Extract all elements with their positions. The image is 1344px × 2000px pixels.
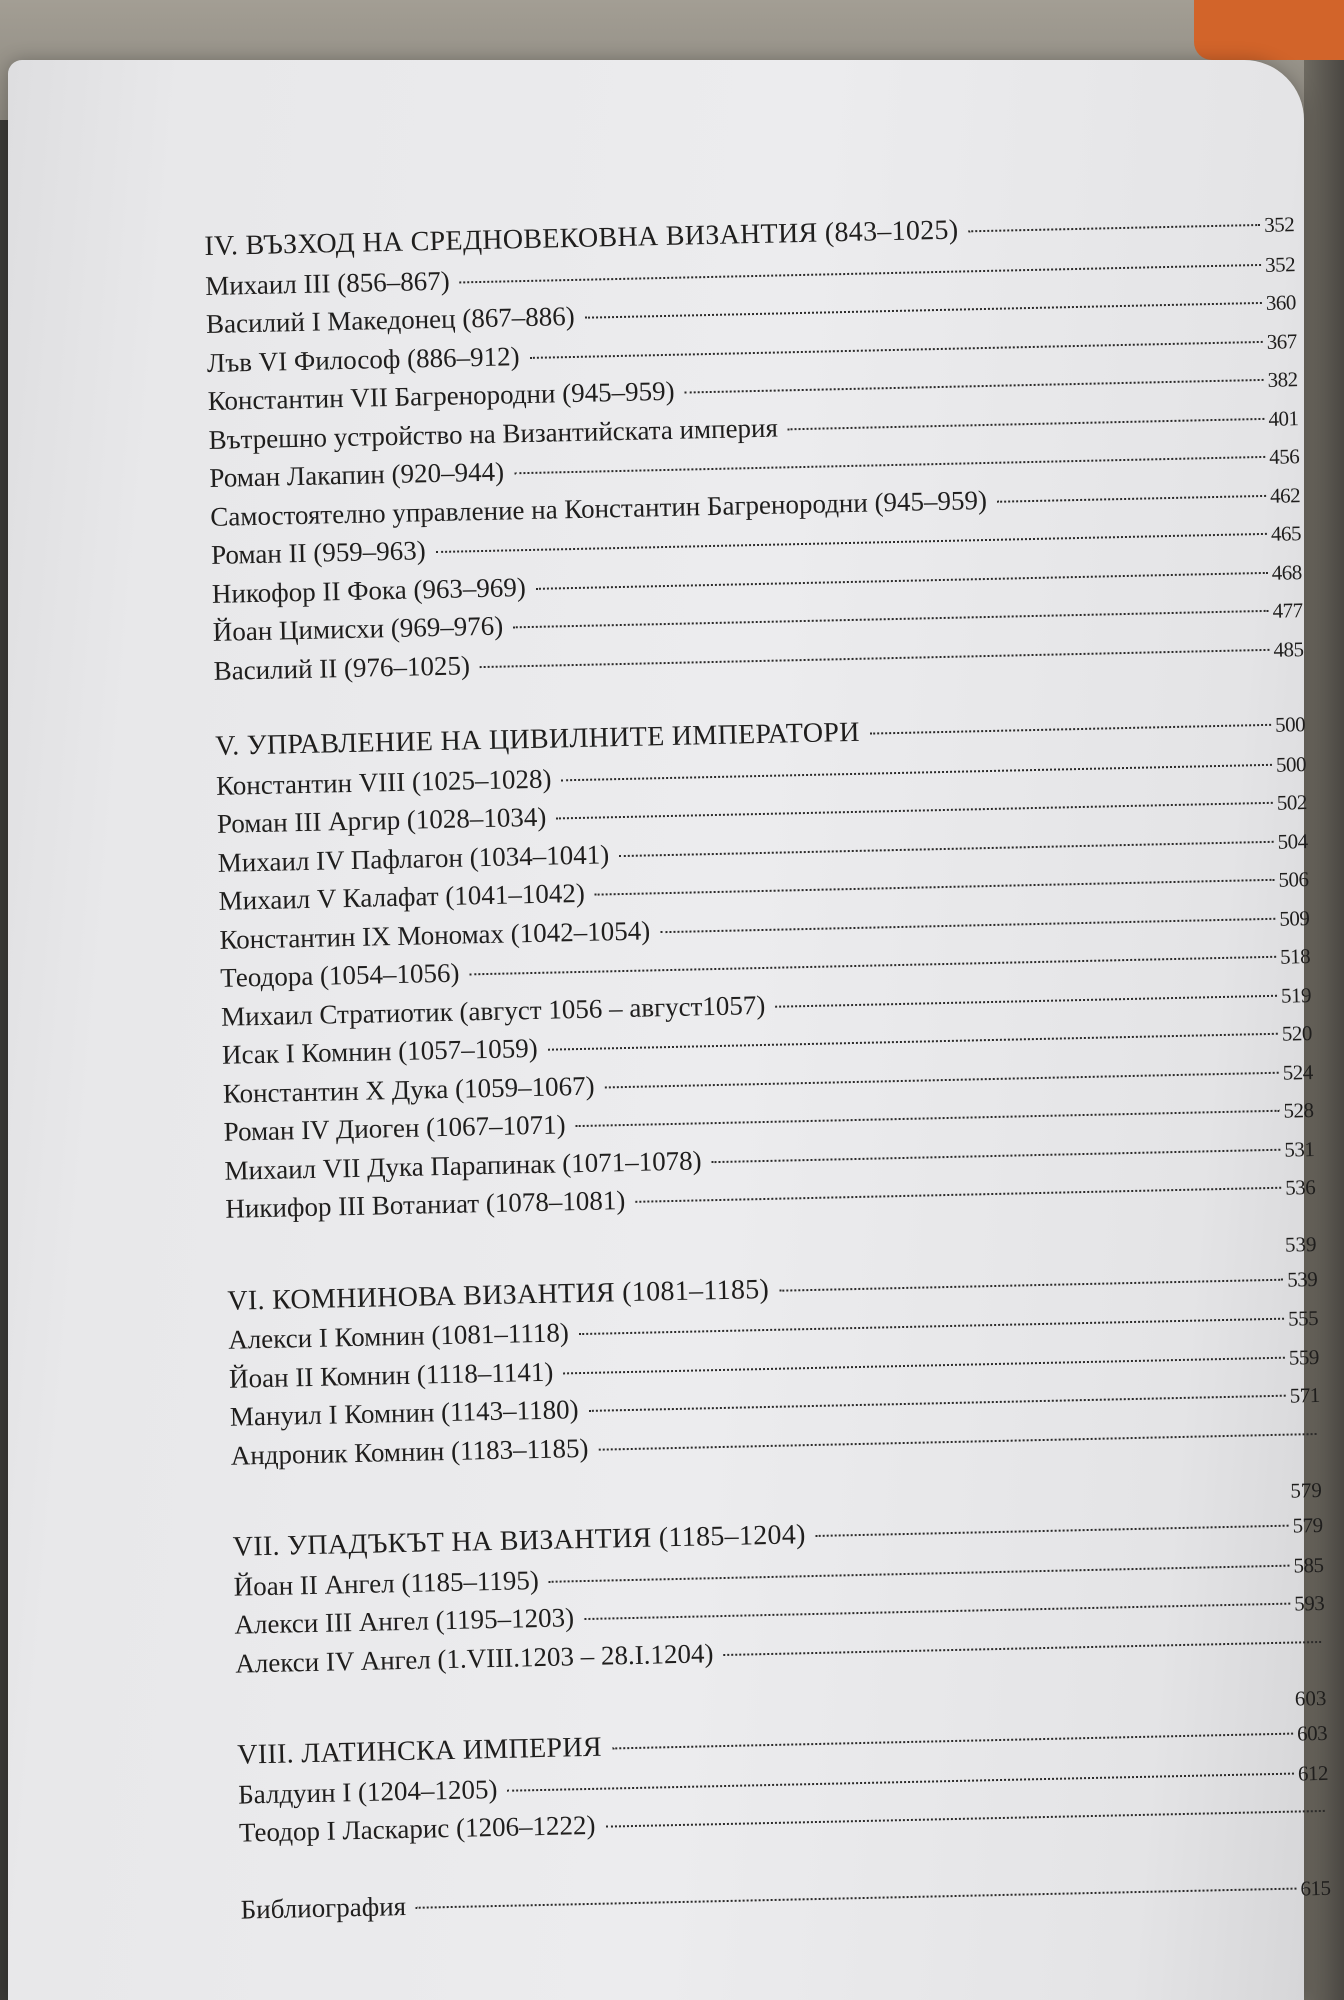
entry-title: Роман IV Диоген (1067–1071) [223,1109,566,1147]
page-number: 531 [1284,1136,1315,1162]
page-number: 579 [1290,1477,1323,1503]
page-number: 468 [1271,559,1303,585]
dot-leader [460,263,1261,282]
dot-leader [561,763,1272,781]
dot-leader [612,1733,1293,1750]
entry-title: Самостоятелно управление на Константин Багренородни (945–959) [209,484,988,532]
dot-leader [712,1148,1281,1162]
page-number: 579 [1292,1512,1323,1538]
page-number: 519 [1280,982,1312,1008]
entry-title: Михаил III (856–867) [204,265,450,301]
entry-title: Йоан II Комнин (1118–1141) [228,1356,554,1394]
page-number: 506 [1278,867,1309,892]
dot-leader [605,1810,1324,1828]
dot-leader [469,956,1276,976]
page-number: 352 [1263,212,1295,237]
page-number: 520 [1281,1021,1313,1046]
entry-title: Роман II (959–963) [210,535,427,570]
entry-title: Лъв VI Философ (886–912) [206,340,520,378]
page-number: 485 [1273,636,1304,662]
entry-title: Теодор I Ласкарис (1206–1222) [238,1809,596,1848]
page-number: 477 [1272,598,1303,623]
dot-leader [788,417,1265,429]
table-of-contents [204,204,1331,1928]
dot-leader [514,456,1265,474]
page-number: 462 [1269,482,1301,508]
entry-title: Константин IX Мономах (1042–1054) [219,914,651,955]
page-number: 500 [1275,751,1307,777]
page-number: 593 [1294,1590,1325,1616]
entry-title: Мануил I Комнин (1143–1180) [229,1394,579,1432]
dot-leader [660,917,1275,932]
entry-title: Михаил V Калафат (1041–1042) [218,877,586,916]
entry-title: Роман III Аргир (1028–1034) [216,801,547,839]
page-number: 528 [1283,1098,1314,1123]
entry-title: Никифор III Вотаниат (1078–1081) [225,1185,626,1224]
page-number: 559 [1288,1344,1320,1370]
dot-leader [589,1395,1286,1412]
page-number: 536 [1284,1174,1316,1200]
page-number: 360 [1265,290,1297,315]
page-number: 504 [1277,828,1308,854]
entry-title: Константин VIII (1025–1028) [215,763,552,801]
dot-leader [723,1640,1321,1655]
entry-title: Никофор II Фока (963–969) [211,571,527,609]
page-number: 500 [1274,712,1306,737]
entry-title: Исак I Комнин (1057–1059) [221,1032,539,1070]
dot-leader [997,494,1266,502]
dot-leader [605,1071,1279,1088]
dot-leader [619,840,1274,856]
page-number: 603 [1294,1685,1327,1711]
page-number: 555 [1287,1305,1319,1331]
page-number: 367 [1266,328,1297,354]
page-number: 382 [1267,367,1298,392]
page-number: 539 [1286,1266,1318,1292]
dot-leader [513,610,1268,628]
dot-leader [779,1278,1283,1291]
chapter-title: IV. ВЪЗХОД НА СРЕДНОВЕКОВНА ВИЗАНТИЯ (843–1025) [204,214,959,262]
dot-leader [870,724,1271,735]
dot-leader [579,1318,1284,1335]
dot-leader [436,533,1267,553]
page-number: 518 [1279,944,1311,969]
entry-title: Константин VII Багренородни (945–959) [207,375,675,416]
chapter-title: VII. УПАДЪКЪТ НА ВИЗАНТИЯ (1185–1204) [232,1519,807,1563]
entry-title: Алекси IV Ангел (1.VIII.1203 – 28.I.1204) [234,1637,714,1679]
dot-leader [576,1110,1280,1127]
entry-title: Андроник Комнин (1183–1185) [230,1432,589,1471]
page-number: 456 [1268,444,1300,469]
chapter-title: V. УПРАВЛЕНИЕ НА ЦИВИЛНИТЕ ИМПЕРАТОРИ [214,716,861,762]
entry-title: Вътрешно устройство на Византийската империя [208,412,779,455]
entry-title: Алекси I Комнин (1081–1118) [227,1317,570,1355]
page-number: 585 [1293,1552,1324,1578]
dot-leader [816,1525,1289,1537]
dot-leader [595,879,1275,896]
chapter-title: VIII. ЛАТИНСКА ИМПЕРИЯ [236,1731,603,1771]
entry-title: Йоан Цимисхи (969–976) [212,610,504,647]
bibliography-title: Библиография [240,1890,407,1925]
book-page [8,60,1331,2000]
dot-leader [685,379,1264,394]
page-number: 465 [1270,521,1302,546]
entry-title: Василий II (976–1025) [213,649,471,686]
entry-title: Балдуин I (1204–1205) [237,1773,498,1810]
dot-leader [584,1603,1290,1620]
entry-title: Василий I Македонец (867–886) [205,300,576,339]
background-object [1194,0,1344,60]
page-number: 401 [1268,405,1299,431]
page-number: 502 [1276,790,1308,815]
page-number: 524 [1282,1059,1313,1085]
dot-leader [585,302,1262,319]
entry-title: Михаил VII Дука Парапинак (1071–1078) [224,1144,702,1186]
dot-leader [507,1772,1294,1791]
dot-leader [635,1187,1281,1203]
dot-leader [549,1564,1290,1582]
dot-leader [556,802,1272,820]
dot-leader [536,571,1268,589]
entry-title: Михаил IV Пафлагон (1034–1041) [217,838,610,878]
page-number: 352 [1264,251,1296,277]
entry-title: Константин X Дука (1059–1067) [222,1070,595,1109]
page-number: 615 [1300,1875,1331,1900]
page-number: 571 [1289,1382,1320,1408]
entry-title: Йоан II Ангел (1185–1195) [233,1564,540,1602]
entry-title: Теодора (1054–1056) [220,957,460,993]
entry-title: Роман Лакапин (920–944) [209,456,505,493]
page-number: 612 [1297,1760,1329,1786]
dot-leader [548,1033,1278,1051]
entry-title: Алекси III Ангел (1195–1203) [234,1602,575,1640]
dot-leader [416,1887,1296,1908]
chapter-title: VI. КОМНИНОВА ВИЗАНТИЯ (1081–1185) [227,1273,770,1317]
dot-leader [563,1356,1285,1374]
dot-leader [775,994,1277,1007]
page-number: 509 [1279,905,1310,931]
page-number: 603 [1296,1720,1328,1746]
page-number: 539 [1284,1231,1317,1257]
dot-leader [598,1433,1316,1451]
dot-leader [530,340,1263,358]
dot-leader [480,648,1270,667]
entry-title: Михаил Стратиотик (август 1056 – август1057) [220,989,766,1032]
dot-leader [968,224,1260,232]
